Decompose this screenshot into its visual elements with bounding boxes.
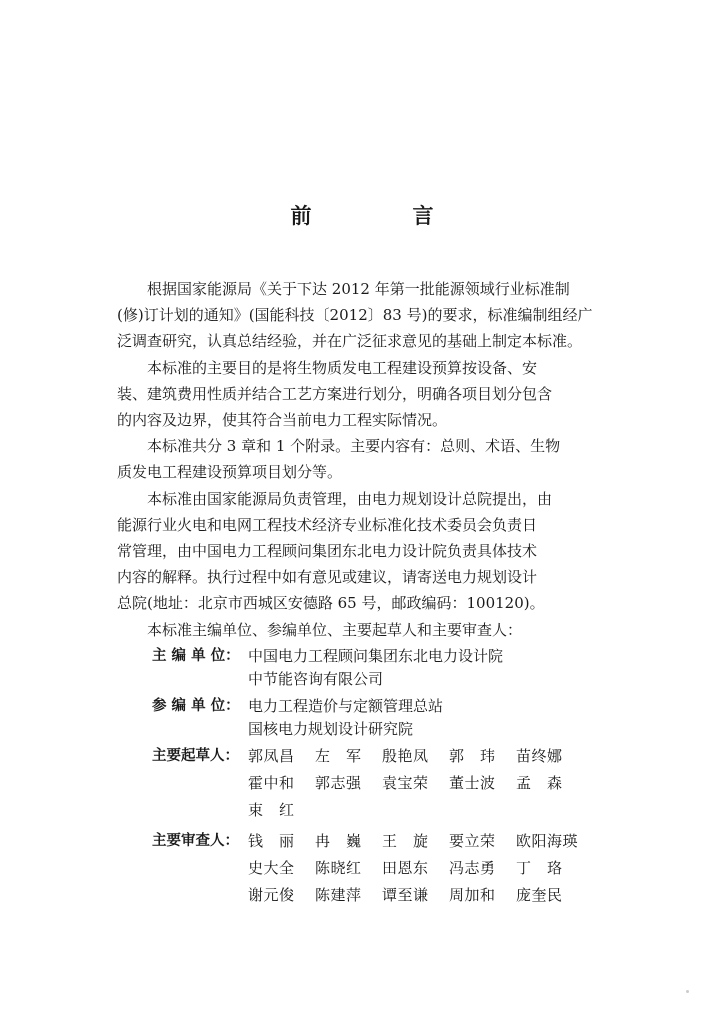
org-name: 中节能咨询有限公司 bbox=[248, 670, 384, 688]
text-line: 质发电工程建设预算项目划分等。 bbox=[117, 463, 343, 482]
person-name: 丁 珞 bbox=[516, 859, 563, 877]
text-line: 内容的解释。执行过程中如有意见或建议，请寄送电力规划设计 bbox=[117, 568, 538, 587]
scan-speck bbox=[686, 990, 689, 993]
page-title: 前 言 bbox=[290, 204, 474, 228]
person-name: 冯志勇 bbox=[449, 859, 496, 877]
role-label: 主 编 单 位： bbox=[152, 648, 240, 664]
reviewers-row bbox=[152, 830, 612, 911]
person-name: 谭至谦 bbox=[382, 886, 429, 904]
chief-editor-row bbox=[152, 645, 612, 691]
person-name: 袁宝荣 bbox=[382, 774, 429, 792]
text-line: 常管理，由中国电力工程顾问集团东北电力设计院负责具体技术 bbox=[117, 542, 538, 561]
participating-units-row bbox=[152, 695, 612, 741]
person-name: 冉 巍 bbox=[315, 832, 362, 850]
person-name: 史大全 bbox=[248, 859, 295, 877]
person-name: 束 红 bbox=[248, 801, 295, 819]
role-label: 主要审查人： bbox=[152, 833, 239, 849]
person-name: 周加和 bbox=[449, 886, 496, 904]
org-name: 电力工程造价与定额管理总站 bbox=[248, 697, 444, 715]
org-list bbox=[248, 695, 612, 741]
paragraph-4 bbox=[117, 486, 602, 617]
name-grid bbox=[248, 745, 612, 826]
contributors-list bbox=[152, 645, 612, 911]
name-grid bbox=[248, 830, 612, 911]
paragraph-2 bbox=[117, 355, 602, 434]
person-name: 董士波 bbox=[449, 774, 496, 792]
preface-body bbox=[117, 276, 602, 643]
text-line: 本标准由国家能源局负责管理，由电力规划设计总院提出，由 bbox=[147, 489, 553, 508]
person-name: 田恩东 bbox=[382, 859, 429, 877]
person-name: 苗终娜 bbox=[516, 747, 563, 765]
paragraph-3 bbox=[117, 433, 602, 485]
paragraph-1 bbox=[117, 276, 602, 355]
person-name: 霍中和 bbox=[248, 774, 295, 792]
role-label: 参 编 单 位： bbox=[152, 698, 240, 714]
text-line: 能源行业火电和电网工程技术经济专业标准化技术委员会负责日 bbox=[117, 515, 538, 534]
text-line: 本标准的主要目的是将生物质发电工程建设预算按设备、安 bbox=[147, 358, 538, 377]
text-line: 本标准共分 3 章和 1 个附录。主要内容有：总则、术语、生物 bbox=[147, 437, 561, 456]
person-name: 陈建萍 bbox=[315, 886, 362, 904]
text-line: 本标准主编单位、参编单位、主要起草人和主要审查人： bbox=[147, 620, 523, 639]
drafters-row bbox=[152, 745, 612, 826]
text-line: 根据国家能源局《关于下达 2012 年第一批能源领域行业标准制 bbox=[147, 280, 570, 298]
text-line: 总院(地址：北京市西城区安德路 65 号，邮政编码：100120)。 bbox=[117, 594, 545, 613]
org-list bbox=[248, 645, 612, 691]
person-name: 钱 丽 bbox=[248, 832, 295, 850]
person-name: 孟 森 bbox=[516, 774, 563, 792]
text-line: 装、建筑费用性质并结合工艺方案进行划分，明确各项目划分包含 bbox=[117, 384, 553, 403]
person-name: 谢元俊 bbox=[248, 886, 295, 904]
person-name: 欧阳海瑛 bbox=[516, 832, 579, 850]
text-line: (修)订计划的通知》(国能科技〔2012〕83 号)的要求，标准编制组经广 bbox=[117, 306, 593, 325]
person-name: 郭志强 bbox=[315, 774, 362, 792]
person-name: 要立荣 bbox=[449, 832, 496, 850]
text-line: 的内容及边界，使其符合当前电力工程实际情况。 bbox=[117, 411, 448, 430]
person-name: 王 旋 bbox=[382, 832, 429, 850]
org-name: 国核电力规划设计研究院 bbox=[248, 720, 414, 738]
org-name: 中国电力工程顾问集团东北电力设计院 bbox=[248, 647, 504, 665]
person-name: 郭凤昌 bbox=[248, 747, 295, 765]
person-name: 殷艳凤 bbox=[382, 747, 429, 765]
paragraph-5 bbox=[117, 617, 602, 643]
person-name: 庞奎民 bbox=[516, 886, 563, 904]
person-name: 陈晓红 bbox=[315, 859, 362, 877]
person-name: 左 军 bbox=[315, 747, 362, 765]
person-name: 郭 玮 bbox=[449, 747, 496, 765]
text-line: 泛调查研究，认真总结经验，并在广泛征求意见的基础上制定本标准。 bbox=[117, 332, 583, 351]
role-label: 主要起草人： bbox=[152, 748, 239, 764]
